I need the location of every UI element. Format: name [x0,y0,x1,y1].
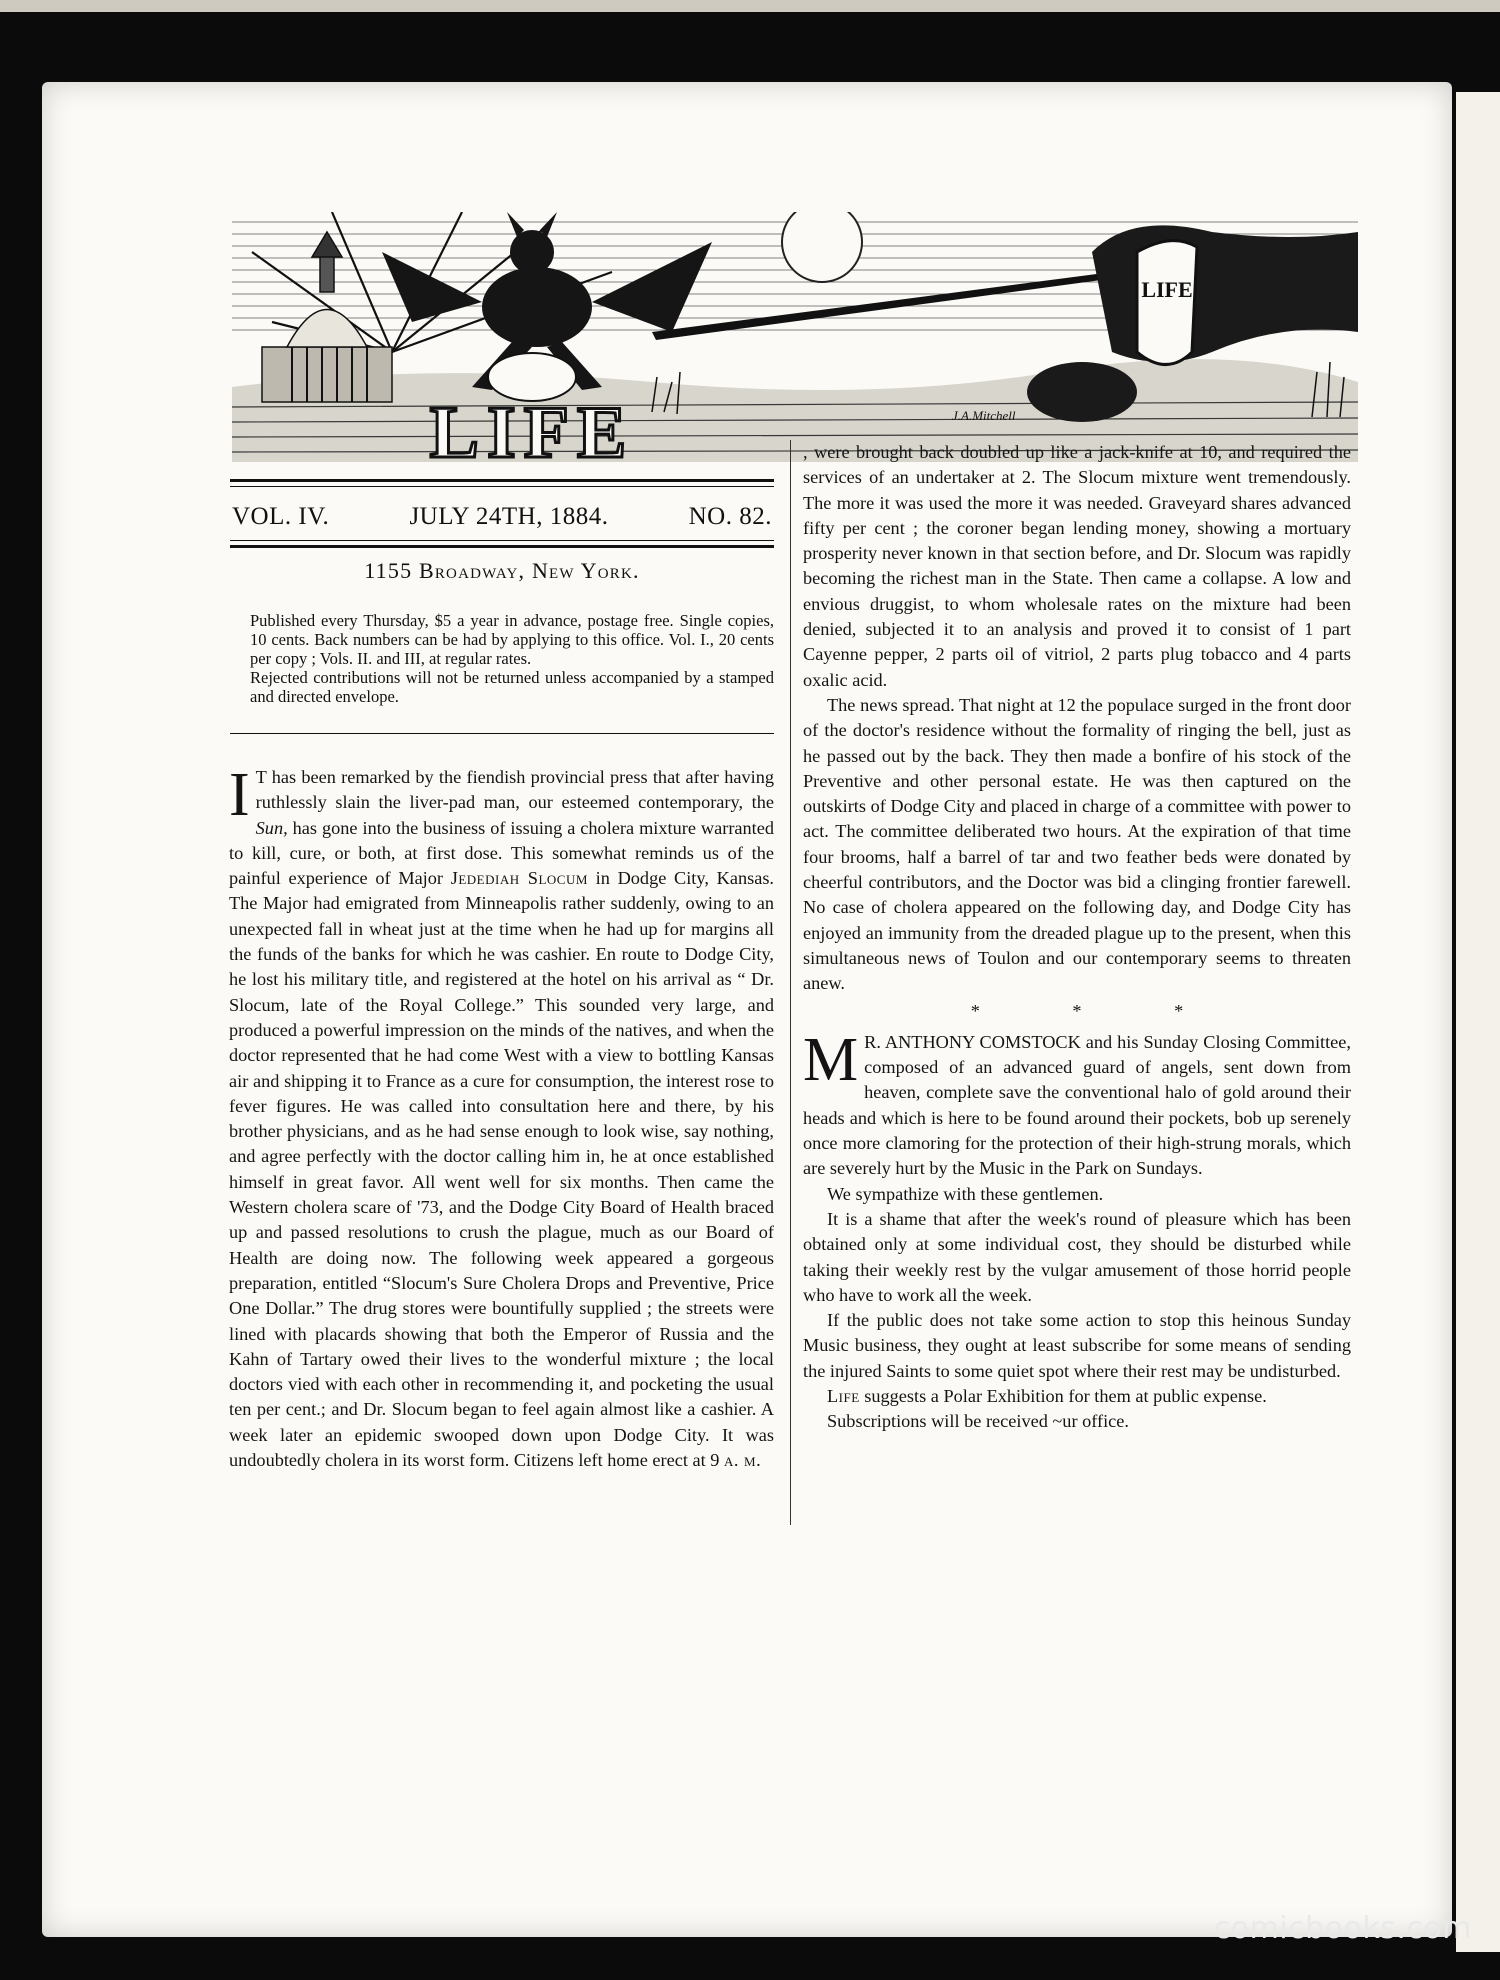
rule [230,733,774,734]
comstock-paragraph: It is a shame that after the week's round of pleasure which has been obtained only at some individual cost, they should be disturbed while taking their weekly rest by the vulgar amusement of those horrid people who have to work all the week. [803,1208,1351,1305]
masthead-illustration [232,212,1358,462]
comstock-paragraph: Subscriptions will be received ~ur office. [827,1411,1129,1432]
artist-signature: J.A.Mitchell [952,408,1016,423]
publication-info [250,611,774,706]
article-paragraph: The news spread. That night at 12 the populace surged in the front door of the doctor's residence without the formality of ringing the bell, just as he passed out by the back. They then made a bonfire of his stock of the Preventive and other personal estate. He was then captured on the outskirts of Dodge City and placed in charge of a committee with power to act. The committee deliberated two hours. At the expiration of that time four brooms, half a barrel of tar and two feather beds were donated by cheerful contributors, and the Doctor was bid a clinging frontier farewell. No case of cholera appeared on the following day, and Dodge City has enjoyed an immunity from the dreaded plague up to the present, when this simultaneous news of Toulon and our contemporary seems to threaten anew. [803,694,1351,994]
article-paragraph: I T has been remarked by the fiendish provincial press that after having ruthlessly slain the liver-pad man, our esteemed contemporary, the Sun, has gone into the business of issuing a cholera mixture warranted to kill, cure, or both, at first dose. This somewhat reminds us of the painful experience of Major Jedediah Slocum in Dodge City, Kansas. The Major had emigrated from Minneapolis rather suddenly, owing to an unexpected fall in wheat just at the time when he had up for margins all the funds of the banks for which he was cashier. En route to Dodge City, he lost his military title, and registered at the hotel on his arrival as “ Dr. Slocum, late of the Royal College.” This sounded very large, and produced a powerful impression on the minds of the natives, and when the doctor represented that he had come West with a view to bottling Kansas air and shipping it to France as a cure for consumption, the interest rose to fever figures. He was called into consultation here and there, by his brother physicians, and as he had sense enough to look wise, say nothing, and agree perfectly with the doctor calling him in, he at once established himself in great favor. All went well for six months. Then came the Western cholera scare of '73, and the Dodge City Board of Health braced up and passed resolutions to crush the plague, much as our Board of Health are doing now. The following week appeared a gorgeous preparation, entitled “Slocum's Sure Cholera Drops and Preventive, Price One Dollar.” The drug stores were bountifully supplied ; the streets were lined with placards showing that both the Emperor of Russia and the Kahn of Tartary owed their lives to the wonderful mixture ; the local doctors vied with each other in recommending it, and pocketing the usual ten per cent.; and Dr. Slocum began to feel again almost like a cashier. A week later an epidemic swooped down upon Dodge City. It was undoubtedly cholera in its worst form. Citizens left home erect at 9 a. m. [229,761,774,1471]
column-divider [790,440,791,1525]
rule [230,479,774,482]
rule [230,486,774,487]
drop-cap: I [229,761,250,829]
article-cholera-left [229,761,774,1473]
article-paragraph-continued: , were brought back doubled up like a jack-knife at 10, and required the services of an undertaker at 2. The Slocum mixture went tremendously. The more it was used the more it was needed. Graveyard shares advanced fifty per cent ; the coroner began lending money, showing a mortuary prosperity never known in that section before, and Dr. Slocum was rapidly becoming the richest man in the State. Then came a collapse. A low and envious druggist, to whom wholesale rates on the mixture had been denied, subjected it to an analysis and proved it to consist of 1 part Cayenne pepper, 2 parts oil of vitriol, 2 parts plug tobacco and 4 parts oxalic acid. [803,442,1351,690]
sun-title: Sun, [255,817,288,838]
comstock-paragraph: M R. ANTHONY COMSTOCK and his Sunday Closing Committee, composed of an advanced guard of angels, sent down from heaven, complete save the conventional halo of gold around their heads and which is here to be found around their pockets, bob up serenely once more clamoring for the protection of their high-strung morals, which are severely hurt by the Music in the Park on Sundays. [803,1025,1351,1179]
article-right-column [803,440,1351,1435]
contributions-notice: Rejected contributions will not be returned unless accompanied by a stamped and directed envelope. [250,668,774,706]
rule [230,545,774,548]
issue-date: JULY 24TH, 1884. [409,503,609,530]
shield-title: LIFE [1141,277,1193,302]
subscription-terms: Published every Thursday, $5 a year in advance, postage free. Single copies, 10 cents. Back numbers can be had by applying to this office. Vol. I., 20 cents per copy ; Vols. II. and III, at regular rates. [250,611,774,668]
comstock-paragraph: If the public does not take some action to stop this heinous Sunday Music business, they ought at least subscribe for some means of sending the injured Saints to some quiet spot where their rest may be undisturbed. [803,1310,1351,1381]
facing-page-edge [1456,92,1500,1952]
source-watermark: comicbooks.com [1213,1911,1472,1946]
masthead-engraving [232,212,1358,462]
comstock-paragraph: We sympathize with these gentlemen. [827,1183,1104,1204]
issue-line [232,500,772,534]
scan-top-edge [0,0,1500,12]
section-separator: * * * [970,1000,1228,1021]
rule [230,540,774,541]
life-name: Life [827,1385,860,1406]
masthead-title: LIFE [429,392,635,462]
issue-number: NO. 82. [688,503,772,530]
volume: VOL. IV. [232,503,330,530]
publisher-address: 1155 Broadway, New York. [364,558,640,583]
comstock-paragraph: Life suggests a Polar Exhibition for them at public expense. [827,1385,1267,1406]
drop-cap: M [803,1025,859,1094]
person-name: Jedediah Slocum [450,868,588,889]
